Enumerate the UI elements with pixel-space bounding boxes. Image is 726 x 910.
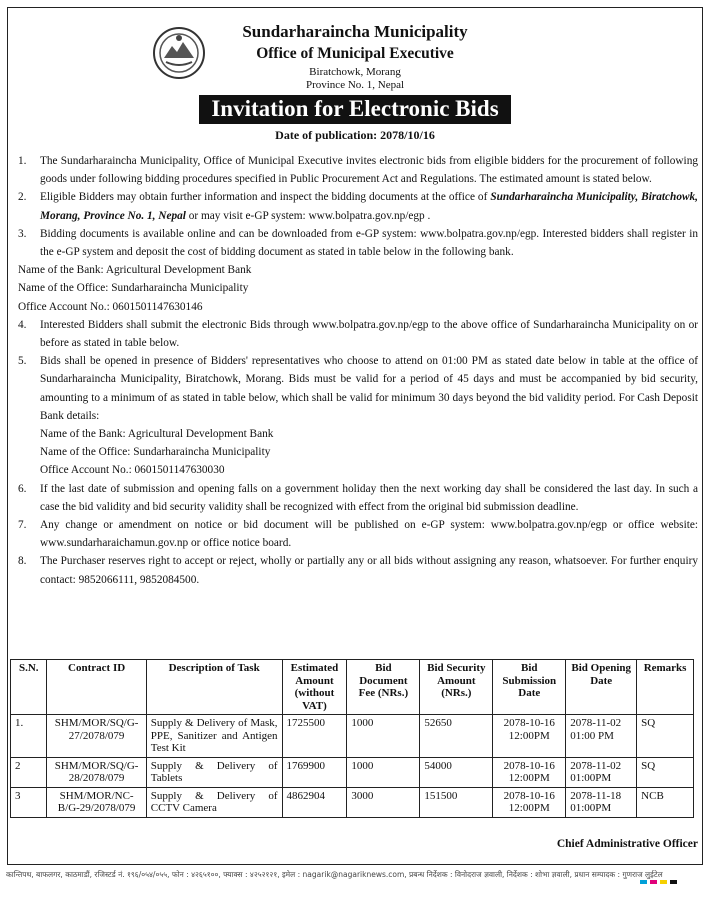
signatory-title: Chief Administrative Officer	[556, 838, 698, 850]
notice-header	[8, 16, 702, 143]
table-row: 3 SHM/MOR/NC-B/G-29/2078/079 Supply & Delivery of CCTV Camera 4862904 3000 151500 2078-10-16 12:00PM 2078-11-18 01:00PM NCB	[11, 787, 694, 817]
col-contract-id: Contract ID	[47, 660, 146, 715]
bank2-account: Office Account No.: 0601501147630030	[40, 464, 225, 477]
yellow-mark-icon	[660, 880, 667, 884]
paragraph-8: 8. The Purchaser reserves right to accept or reject, wholly or partially any or all bids without assigning any reason, whatsoever. For further enquiry contact: 9852066111, 9852084500.	[18, 555, 698, 586]
col-estimated-amount: Estimated Amount (without VAT)	[282, 660, 347, 715]
paragraph-4: 4. Interested Bidders shall submit the electronic Bids through www.bolpatra.gov.np/egp to the above office of Sundarharaincha Municipality on or before as stated in table below.	[18, 318, 698, 350]
table-row: 1. SHM/MOR/SQ/G-27/2078/079 Supply & Delivery of Mask, PPE, Sanitizer and Antigen Test Kit 1725500 1000 52650 2078-10-16 12:00PM 2078-11-02 01:00 PM SQ	[11, 715, 694, 758]
cyan-mark-icon	[640, 880, 647, 884]
col-security-amount: Bid Security Amount (NRs.)	[420, 660, 493, 715]
col-submission-date: Bid Submission Date	[493, 660, 566, 715]
address-line: Biratchowk, Morang	[309, 66, 401, 78]
col-sn: S.N.	[11, 660, 47, 715]
notice-title-banner: Invitation for Electronic Bids	[199, 95, 510, 124]
bank1-account: Office Account No.: 0601501147630146	[18, 300, 203, 313]
paragraph-7: 7. Any change or amendment on notice or bid document will be published on e-GP system: www.bolpatra.gov.np/egp or office website: www.sundarharaichamun.gov.np or office notice board.	[18, 519, 698, 550]
province-line: Province No. 1, Nepal	[305, 79, 405, 91]
col-opening-date: Bid Opening Date	[566, 660, 637, 715]
publication-date: Date of publication: 2078/10/16	[275, 128, 435, 142]
registration-marks	[640, 880, 677, 884]
col-description: Description of Task	[146, 660, 282, 715]
bank1-name: Name of the Bank: Agricultural Development Bank	[18, 264, 252, 277]
bank2-office: Name of the Office: Sundarharaincha Municipality	[40, 446, 271, 459]
col-document-fee: Bid Document Fee (NRs.)	[347, 660, 420, 715]
paragraph-2: 2. Eligible Bidders may obtain further information and inspect the bidding documents at the office of Sundarharaincha Municipality, Biratchowk, Morang, Province No. 1, Nepal or may visit e-GP system: www.bolpatra.gov.np/egp .	[18, 191, 698, 222]
paragraph-6: 6. If the last date of submission and opening falls on a government holiday then the next working day shall be considered the last day. In such a case the bid validity and bid security validity shall be recognized with effect from the original bid submission deadline.	[18, 482, 698, 513]
notice-body	[18, 152, 698, 589]
bids-table	[10, 659, 694, 818]
table-header-row	[11, 660, 694, 715]
bank1-office: Name of the Office: Sundarharaincha Municipality	[18, 282, 249, 295]
bank2-name: Name of the Bank: Agricultural Development Bank	[40, 428, 274, 441]
municipality-name: Sundarharaincha Municipality	[242, 22, 468, 41]
newspaper-footer: कान्तिपथ, बाफलगर, काठमाडौं, रजिस्टर्ड नं. १९६/०५४/०५५, फोन : ४२६५१००, फ्याक्स : ४२५२१२१, इमेल : nagarik@nagariknews.com, प्रबन्ध निर्देशक : विनोदराज ज्ञवाली, निर्देशक : शोभा ज्ञवाली, प्रधान सम्पादक : गुणराज लुईटेल	[6, 870, 663, 879]
table-row: 2 SHM/MOR/SQ/G-28/2078/079 Supply & Delivery of Tablets 1769900 1000 54000 2078-10-16 12:00PM 2078-11-02 01:00PM SQ	[11, 757, 694, 787]
paragraph-5: 5. Bids shall be opened in presence of Bidders' representatives who choose to attend on 01:00 PM as stated date below in table at the office of Sundarharaincha Municipality, Biratchowk, Morang. Bids must be valid for a period of 45 days and must be accompanied by bid security, amounting to a minimum of as stated in table below, which shall be valid for minimum 30 days beyond the bid validity period. For Cash Deposit Bank details:	[18, 355, 698, 422]
office-name: Office of Municipal Executive	[256, 45, 454, 62]
col-remarks: Remarks	[637, 660, 694, 715]
paragraph-3: 3. Bidding documents is available online and can be downloaded from e-GP system: www.bolpatra.gov.np/egp. Interested bidders shall register in the e-GP system and deposit the cost of bidding document as stated in table below in the following bank.	[18, 227, 698, 259]
paragraph-1: 1. The Sundarharaincha Municipality, Office of Municipal Executive invites electronic bids from eligible bidders for the procurement of following goods under following bidding procedures specified in Public Procurement Act and Regulations. The estimated amount is stated below.	[18, 155, 698, 186]
magenta-mark-icon	[650, 880, 657, 884]
black-mark-icon	[670, 880, 677, 884]
